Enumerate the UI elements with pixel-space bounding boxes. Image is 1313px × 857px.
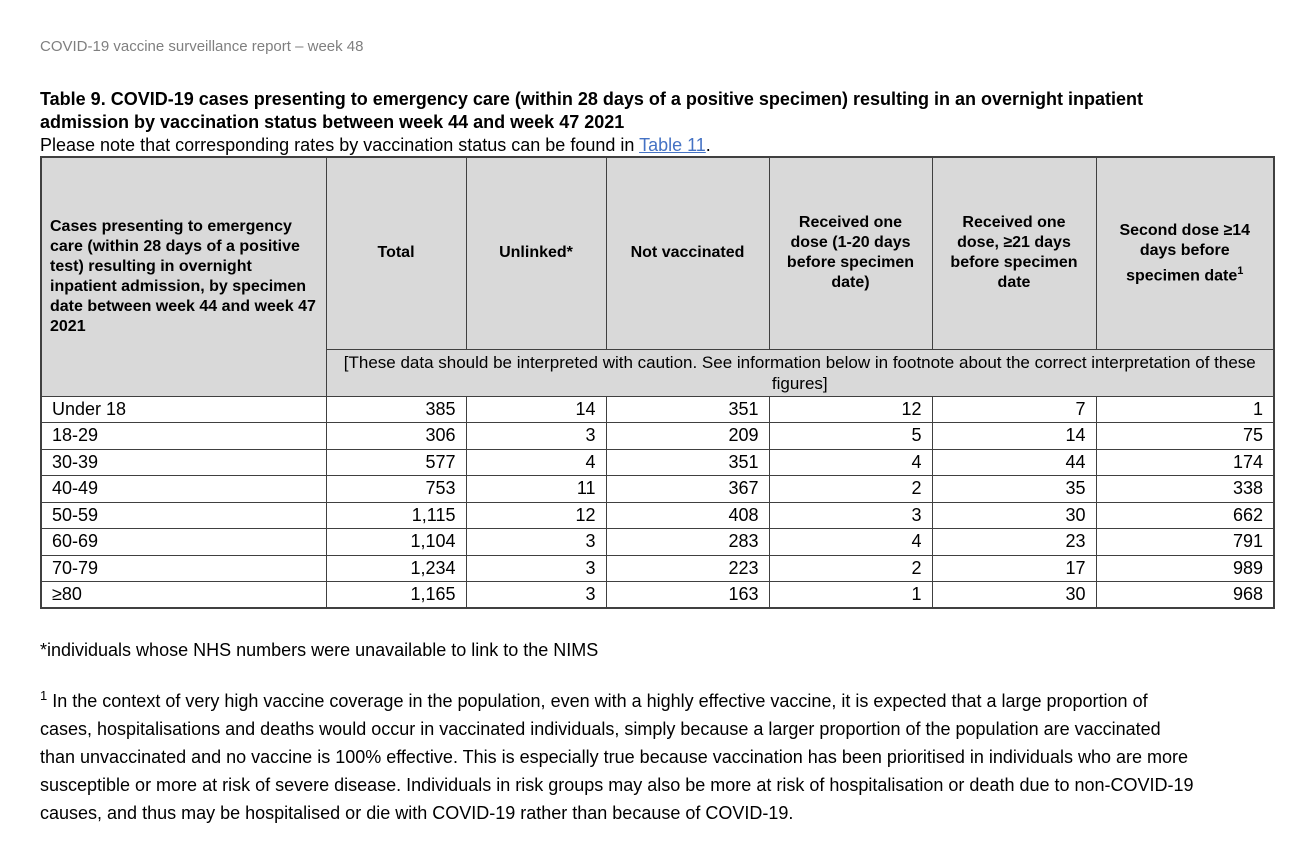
one-dose-21plus-cell: 23 [932, 529, 1096, 556]
not-vaccinated-cell: 283 [606, 529, 769, 556]
one-dose-1-20-cell: 5 [769, 423, 932, 450]
second-dose-cell: 75 [1096, 423, 1274, 450]
one-dose-1-20-cell: 4 [769, 529, 932, 556]
one-dose-1-20-cell: 12 [769, 396, 932, 423]
second-dose-cell: 989 [1096, 555, 1274, 582]
col-header-cases: Cases presenting to emergency care (within 28 days of a positive test) resulting in overnight inpatient admission, by specimen date between week 44 and week 47 2021 [41, 157, 326, 396]
age-group-cell: 40-49 [41, 476, 326, 503]
col-header-one-dose-21plus: Received one dose, ≥21 days before specimen date [932, 157, 1096, 349]
second-dose-cell: 968 [1096, 582, 1274, 609]
second-dose-cell: 662 [1096, 502, 1274, 529]
one-dose-1-20-cell: 2 [769, 476, 932, 503]
one-dose-1-20-cell: 2 [769, 555, 932, 582]
one-dose-21plus-cell: 30 [932, 582, 1096, 609]
total-cell: 385 [326, 396, 466, 423]
table-row-under-18 [41, 396, 1274, 423]
footnote-1 [40, 682, 1195, 827]
table-row-40-49 [41, 476, 1274, 503]
one-dose-21plus-cell: 7 [932, 396, 1096, 423]
one-dose-21plus-cell: 14 [932, 423, 1096, 450]
one-dose-1-20-cell: 3 [769, 502, 932, 529]
col-header-second-dose [1096, 157, 1274, 349]
note-text: Please note that corresponding rates by vaccination status can be found in [40, 135, 640, 155]
age-group-cell: 60-69 [41, 529, 326, 556]
one-dose-1-20-cell: 1 [769, 582, 932, 609]
second-dose-cell: 791 [1096, 529, 1274, 556]
table-row-60-69 [41, 529, 1274, 556]
total-cell: 753 [326, 476, 466, 503]
one-dose-21plus-cell: 30 [932, 502, 1096, 529]
second-dose-cell: 338 [1096, 476, 1274, 503]
report-header: COVID-19 vaccine surveillance report – week 48 [40, 38, 364, 55]
age-group-cell: 50-59 [41, 502, 326, 529]
one-dose-21plus-cell: 17 [932, 555, 1096, 582]
unlinked-cell: 11 [466, 476, 606, 503]
not-vaccinated-cell: 367 [606, 476, 769, 503]
age-group-cell: 70-79 [41, 555, 326, 582]
total-cell: 1,104 [326, 529, 466, 556]
unlinked-cell: 3 [466, 423, 606, 450]
not-vaccinated-cell: 408 [606, 502, 769, 529]
not-vaccinated-cell: 351 [606, 396, 769, 423]
table-row-30-39 [41, 449, 1274, 476]
unlinked-cell: 3 [466, 582, 606, 609]
age-group-cell: 18-29 [41, 423, 326, 450]
col-header-unlinked: Unlinked* [466, 157, 606, 349]
total-cell: 1,115 [326, 502, 466, 529]
age-group-cell: Under 18 [41, 396, 326, 423]
table-row-80plus [41, 582, 1274, 609]
table-row-18-29 [41, 423, 1274, 450]
table-row-50-59 [41, 502, 1274, 529]
unlinked-cell: 4 [466, 449, 606, 476]
one-dose-21plus-cell: 35 [932, 476, 1096, 503]
caution-note: [These data should be interpreted with caution. See information below in footnote about the correct interpretation of these figures] [326, 349, 1274, 396]
one-dose-1-20-cell: 4 [769, 449, 932, 476]
total-cell: 1,234 [326, 555, 466, 582]
col-header-total: Total [326, 157, 466, 349]
table-note [40, 135, 1273, 155]
footnote-1-superscript: 1 [1237, 264, 1244, 277]
total-cell: 577 [326, 449, 466, 476]
second-dose-cell: 1 [1096, 396, 1274, 423]
note-period: . [705, 135, 711, 155]
total-cell: 1,165 [326, 582, 466, 609]
unlinked-cell: 14 [466, 396, 606, 423]
col-header-not-vaccinated: Not vaccinated [606, 157, 769, 349]
col-header-second-dose-label: Second dose ≥14 days before specimen date [1119, 221, 1251, 284]
not-vaccinated-cell: 163 [606, 582, 769, 609]
one-dose-21plus-cell: 44 [932, 449, 1096, 476]
col-header-one-dose-1-20: Received one dose (1-20 days before specimen date) [769, 157, 932, 349]
unlinked-cell: 12 [466, 502, 606, 529]
not-vaccinated-cell: 351 [606, 449, 769, 476]
not-vaccinated-cell: 223 [606, 555, 769, 582]
table-11-link[interactable]: Table 11 [639, 135, 706, 155]
second-dose-cell: 174 [1096, 449, 1274, 476]
covid-cases-table [40, 156, 1275, 609]
footnote-unlinked: *individuals whose NHS numbers were unavailable to link to the NIMS [40, 640, 599, 660]
total-cell: 306 [326, 423, 466, 450]
footnote-1-text: In the context of very high vaccine coverage in the population, even with a highly effective vaccine, it is expected that a large proportion of cases, hospitalisations and deaths would occur in vaccinated individuals, simply because a larger proportion of the population are vaccinated than unvaccinated and no vaccine is 100% effective. This is especially true because vaccination has been prioritised in individuals who are more susceptible or more at risk of severe disease. Individuals in risk groups may also be more at risk of hospitalisation or death due to non-COVID-19 causes, and thus may be hospitalised or die with COVID-19 rather than because of COVID-19. [40, 691, 1194, 823]
unlinked-cell: 3 [466, 529, 606, 556]
not-vaccinated-cell: 209 [606, 423, 769, 450]
table-header-row [41, 157, 1274, 349]
table-row-70-79 [41, 555, 1274, 582]
age-group-cell: ≥80 [41, 582, 326, 609]
table-title: Table 9. COVID-19 cases presenting to emergency care (within 28 days of a positive specimen) resulting in an overnight inpatient admission by vaccination status between week 44 and week 47 2021 [40, 89, 1143, 132]
age-group-cell: 30-39 [41, 449, 326, 476]
footnote-1-marker: 1 [40, 688, 48, 703]
unlinked-cell: 3 [466, 555, 606, 582]
